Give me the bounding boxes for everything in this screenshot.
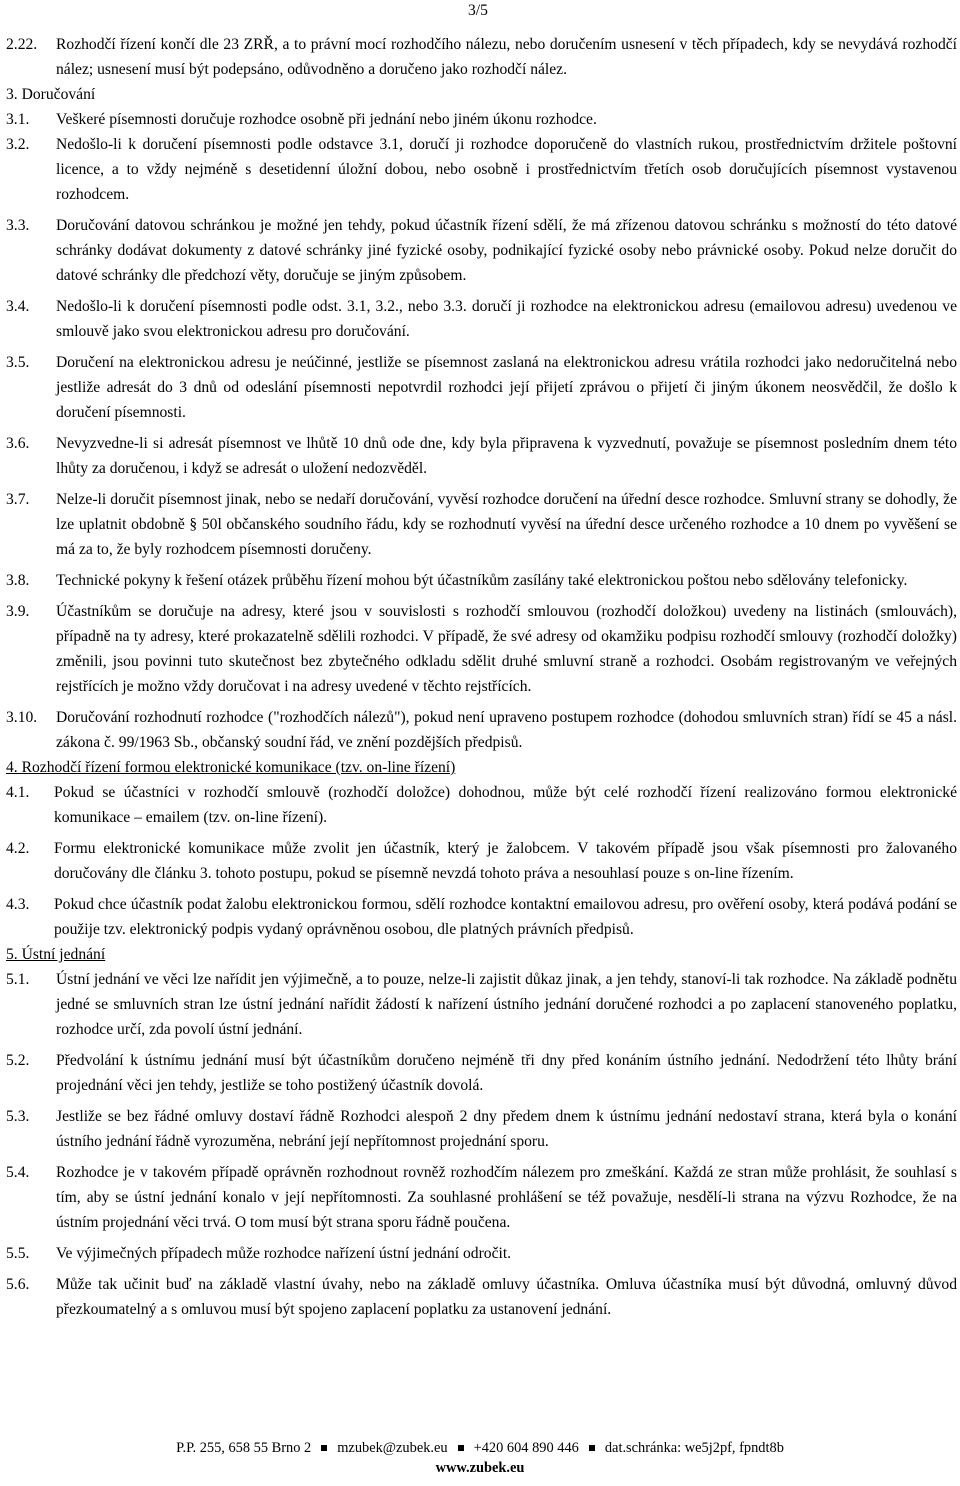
paragraph-number: 5.6. [6, 1276, 30, 1293]
separator-square-icon [458, 1445, 464, 1451]
paragraph-text: Veškeré písemnosti doručuje rozhodce osobně při jednání nebo jiném úkonu rozhodce. [56, 111, 597, 128]
section-heading-4 [6, 755, 957, 780]
paragraph-text: Rozhodčí řízení končí dle 23 ZRŘ, a to právní mocí rozhodčího nálezu, nebo doručením usnesení v těch případech, kdy se nevydává rozhodčí nález; usnesení musí být podepsáno, odůvodněno a doručeno jako rozhodčí nález. [56, 36, 957, 78]
paragraph-5-2 [6, 1048, 957, 1098]
paragraph-3-2 [6, 132, 957, 207]
paragraph-number: 5.4. [6, 1164, 30, 1181]
paragraph-number: 4.1. [6, 784, 30, 801]
paragraph-3-6 [6, 431, 957, 481]
separator-square-icon [321, 1445, 327, 1451]
paragraph-3-10 [6, 705, 957, 755]
paragraph-text: Nevyzvedne-li si adresát písemnost ve lhůtě 10 dnů ode dne, kdy byla připravena k vyzvednutí, považuje se písemnost posledním dnem této lhůty za doručenou, i když se adresát o uložení nedozvěděl. [56, 435, 957, 477]
paragraph-3-8 [6, 568, 957, 593]
paragraph-number: 4.2. [6, 840, 30, 857]
paragraph-text: Pokud chce účastník podat žalobu elektronickou formou, sdělí rozhodce kontaktní emailovou adresu, pro ověření osoby, která podává podání se použije tzv. elektronický podpis vydaný oprávněnou osobou, dle platných právních předpisů. [54, 896, 957, 938]
paragraph-text: Jestliže se bez řádné omluvy dostaví řádně Rozhodci alespoň 2 dny předem dnem k ústnímu jednání nedostaví strana, která byla o konání ústního jednání řádně vyrozuměna, nebrání její nepřítomnost projednání sporu. [56, 1108, 957, 1150]
footer-email: mzubek@zubek.eu [337, 1440, 448, 1456]
paragraph-number: 3.10. [6, 709, 38, 726]
paragraph-text: Technické pokyny k řešení otázek průběhu řízení mohou být účastníkům zasílány také elektronickou poštou nebo sdělovány telefonicky. [56, 572, 908, 589]
paragraph-5-3 [6, 1104, 957, 1154]
paragraph-text: Ústní jednání ve věci lze nařídit jen výjimečně, a to pouze, nelze-li zajistit důkaz jinak, a jen tehdy, stanoví-li tak rozhodce. Na základě podnětu jedné se smluvních stran lze ústní jednání nařídit žádostí k nařízení ústního jednání doručené rozhodci a po zaplacení stanoveného poplatku, rozhodce určí, zda povolí ústní jednání. [56, 971, 957, 1038]
paragraph-number: 3.3. [6, 217, 30, 234]
paragraph-text: Doručování rozhodnutí rozhodce ("rozhodčích nálezů"), pokud není upraveno postupem rozhodce (dohodou smluvních stran) řídí se 45 a násl. zákona č. 99/1963 Sb., občanský soudní řád, ve znění pozdějších předpisů. [56, 709, 957, 751]
paragraph-2-22 [6, 32, 957, 82]
paragraph-number: 4.3. [6, 896, 30, 913]
paragraph-number: 3.5. [6, 354, 30, 371]
paragraph-3-5 [6, 350, 957, 425]
paragraph-text: Může tak učinit buď na základě vlastní úvahy, nebo na základě omluvy účastníka. Omluva účastníka musí být důvodná, omluvný důvod přezkoumatelný a s omluvou musí být spojeno zaplacení poplatku za ustanovení jednání. [56, 1276, 957, 1318]
paragraph-text: Nelze-li doručit písemnost jinak, nebo se nedaří doručování, vyvěsí rozhodce doručení na úřední desce rozhodce. Smluvní strany se dohodly, že lze uplatnit obdobně § 50l občanského soudního řádu, kdy se rozhodnutí vyvěsí na úřední desce určeného rozhodce a 10 dnem po vyvěšení se má za to, že byly rozhodcem písemnosti doručeny. [56, 491, 957, 558]
paragraph-3-3 [6, 213, 957, 288]
paragraph-number: 3.2. [6, 136, 30, 153]
paragraph-text: Formu elektronické komunikace může zvolit jen účastník, který je žalobcem. V takovém případě jsou však písemnosti pro žalovaného doručovány dle článku 3. tohoto postupu, pokud se písemně nevzdá tohoto práva a nesouhlasí pouze s on-line řízením. [54, 840, 957, 882]
footer-address: P.P. 255, 658 55 Brno 2 [176, 1440, 312, 1456]
document-body [6, 32, 957, 1322]
paragraph-text: Rozhodce je v takovém případě oprávněn rozhodnout rovněž rozhodčím nálezem pro zmeškání. Každá ze stran může prohlásit, že souhlasí s tím, aby se ústní jednání konalo v její nepřítomnosti. Za souhlasné prohlášení se též považuje, nesdělí-li strana na výzvu Rozhodce, že na ústním projednání věci trvá. O tom musí být strana sporu řádně poučena. [56, 1164, 957, 1231]
paragraph-4-3 [6, 892, 957, 942]
paragraph-text: Nedošlo-li k doručení písemnosti podle odstavce 3.1, doručí ji rozhodce doporučeně do vlastních rukou, prostřednictvím držitele poštovní licence, a to vždy nejméně s desetidenní úložní dobou, nebo osobně i prostřednictvím třetích osob doručujících písemnost vystavenou rozhodcem. [56, 136, 957, 203]
paragraph-3-7 [6, 487, 957, 562]
section-heading-5 [6, 942, 957, 967]
paragraph-5-4 [6, 1160, 957, 1235]
paragraph-number: 3.8. [6, 572, 30, 589]
paragraph-number: 5.3. [6, 1108, 30, 1125]
paragraph-5-6 [6, 1272, 957, 1322]
page-number: 3/5 [468, 2, 488, 19]
paragraph-text: Ve výjimečných případech může rozhodce nařízení ústní jednání odročit. [56, 1245, 512, 1262]
paragraph-text: Účastníkům se doručuje na adresy, které jsou v souvislosti s rozhodčí smlouvou (rozhodčí doložkou) uvedeny na listinách (smlouvách), případně na ty adresy, které prokazatelně sdělili rozhodci. V případě, že své adresy od okamžiku podpisu rozhodčí smlouvy (rozhodčí doložky) změnili, jsou povinni tuto skutečnost bez zbytečného odkladu sdělit druhé smluvní straně a rozhodci. Osobám registrovaným ve veřejných rejstřících je možno vždy doručovat i na adresy uvedené v těchto rejstřících. [56, 603, 957, 695]
paragraph-4-1 [6, 780, 957, 830]
paragraph-5-5 [6, 1241, 957, 1266]
paragraph-3-4 [6, 294, 957, 344]
paragraph-number: 2.22. [6, 36, 38, 53]
paragraph-text: Doručování datovou schránkou je možné jen tehdy, pokud účastník řízení sdělí, že má zřízenou datovou schránku s možností do této datové schránky dodávat dokumenty z datové schránky jiné fyzické osoby, podnikající fyzické osoby nebo právnické osoby. Pokud nelze doručit do datové schránky dle předchozí věty, doručuje se jiným způsobem. [56, 217, 957, 284]
paragraph-number: 3.4. [6, 298, 30, 315]
footer-databox: dat.schránka: we5j2pf, fpndt8b [604, 1440, 784, 1456]
page-footer [0, 1438, 960, 1478]
paragraph-text: Pokud se účastníci v rozhodčí smlouvě (rozhodčí doložce) dohodnou, může být celé rozhodčí řízení realizováno formou elektronické komunikace – emailem (tzv. on-line řízení). [54, 784, 957, 826]
paragraph-4-2 [6, 836, 957, 886]
paragraph-number: 5.2. [6, 1052, 30, 1069]
section-heading-3: 3. Doručování [6, 86, 96, 103]
section-heading-text: 4. Rozhodčí řízení formou elektronické komunikace (tzv. on-line řízení) [6, 759, 456, 776]
paragraph-number: 3.9. [6, 603, 30, 620]
paragraph-3-9 [6, 599, 957, 699]
paragraph-number: 3.7. [6, 491, 30, 508]
section-heading-text: 5. Ústní jednání [6, 946, 106, 963]
paragraph-number: 3.6. [6, 435, 30, 452]
footer-contact-line [0, 1438, 960, 1458]
paragraph-5-1 [6, 967, 957, 1042]
paragraph-number: 5.1. [6, 971, 30, 988]
paragraph-text: Nedošlo-li k doručení písemnosti podle odst. 3.1, 3.2., nebo 3.3. doručí ji rozhodce na elektronickou adresu (emailovou adresu) uvedenou ve smlouvě jako svou elektronickou adresu pro doručování. [56, 298, 957, 340]
paragraph-number: 5.5. [6, 1245, 30, 1262]
separator-square-icon [589, 1445, 595, 1451]
footer-phone: +420 604 890 446 [473, 1440, 579, 1456]
paragraph-text: Doručení na elektronickou adresu je neúčinné, jestliže se písemnost zaslaná na elektronickou adresu vrátila rozhodci jako nedoručitelná nebo jestliže adresát do 3 dnů od odeslání písemnosti nepotvrdil rozhodci její přijetí zprávou o přijetí či jiným úkonem neosvědčil, že došlo k doručení písemnosti. [56, 354, 957, 421]
paragraph-text: Předvolání k ústnímu jednání musí být účastníkům doručeno nejméně tři dny před konáním ústního jednání. Nedodržení této lhůty brání projednání věci jen tehdy, jestliže se toho postižený účastník dovolá. [56, 1052, 957, 1094]
paragraph-number: 3.1. [6, 111, 30, 128]
footer-website: www.zubek.eu [435, 1460, 525, 1476]
paragraph-3-1 [6, 107, 957, 132]
